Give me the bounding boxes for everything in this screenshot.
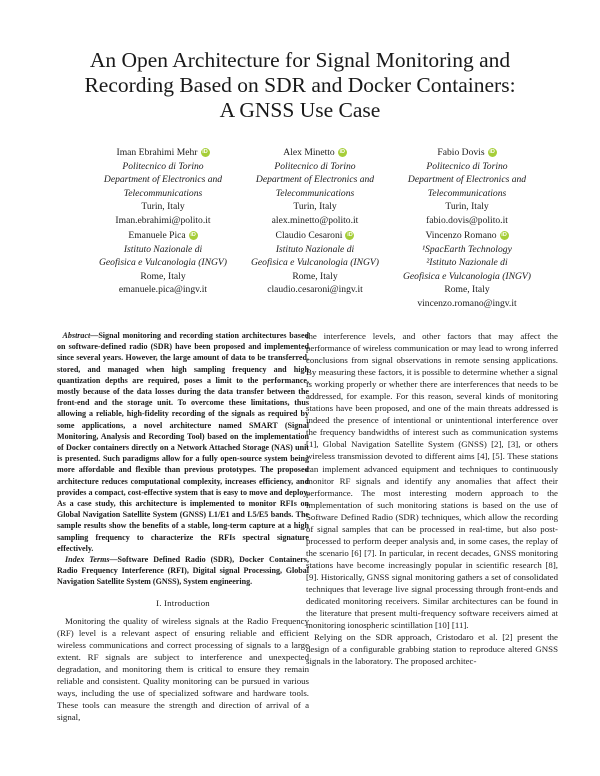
- title-line-2: Recording Based on SDR and Docker Containers:: [84, 73, 516, 97]
- author-name: Iman Ebrahimi Mehr: [116, 147, 198, 158]
- author-affiliation: Geofisica e Vulcanologia (INGV): [251, 257, 379, 269]
- orcid-icon[interactable]: iD: [347, 232, 353, 239]
- author-affiliation: Politecnico di Torino: [122, 160, 204, 172]
- author-email: vincenzo.romano@ingv.it: [417, 297, 517, 309]
- author-affiliation: Geofisica e Vulcanologia (INGV): [403, 270, 531, 282]
- author-name: Alex Minetto: [283, 147, 335, 158]
- orcid-icon[interactable]: iD: [202, 149, 208, 156]
- author-city: Turin, Italy: [141, 201, 185, 213]
- body-paragraph: Relying on the SDR approach, Cristodaro et al. [2] present the design of a configurable grabbing station to reproduce altered GNSS signals in the laboratory. The proposed architec-: [306, 632, 558, 667]
- author-name: Claudio Cesaroni: [275, 230, 343, 241]
- author-block-2: [230, 146, 400, 228]
- orcid-icon[interactable]: iD: [489, 149, 495, 156]
- body-paragraph: the interference levels, and other factors that may affect the performance of wireless communication or may lead to wrong inferred conclusions from signal observations in remote sensing applications. By measuring these factors, it is possible to determine whether a signal is working properly or whether there are interferences that needs to be addressed, for example. For this reason, several kinds of monitoring stations have been proposed, and one of the main threats addressed is indeed the presence of intentional or unintentional interference over the frequency bandwidths of interest such as communication systems [1], Global Navigation Satellite System (GNSS) [2], [3], or others wireless transmission devoted to different aims [4], [5]. These stations can implement advanced equipment and techniques to continuously monitor RF signals and identify any anomalies that affect their performance. The most interesting modern approach to the implementation of such monitoring stations is based on the use of Software Defined Radio (SDR) techniques, which allow the recording of signal samples that can be processed in real-time, but also post-processed to perform deeper analysis and, in some cases, the replay of the scenario [6] [7]. In particular, in recent decades, GNSS monitoring stations have become increasingly popular in scientific research [8], [9]. Historically, GNSS signal monitoring gathers a set of consolidated techniques that leverage live signal processing through front-ends and dedicated monitoring receivers. Similar architectures can be found in the literature that present multi-frequency software receivers aimed at monitoring ionospheric scintillation [10] [11].: [306, 331, 558, 631]
- abstract: [57, 330, 309, 554]
- author-email: alex.minetto@polito.it: [271, 214, 359, 226]
- author-affiliation: Telecommunications: [427, 187, 507, 199]
- right-column: [306, 330, 558, 667]
- author-email: claudio.cesaroni@ingv.it: [267, 284, 363, 296]
- author-city: Rome, Italy: [444, 284, 490, 296]
- author-affiliation: Politecnico di Torino: [426, 160, 508, 172]
- author-name: Vincenzo Romano: [425, 230, 497, 241]
- author-affiliation: Istituto Nazionale di: [123, 243, 203, 255]
- author-affiliation: Telecommunications: [123, 187, 203, 199]
- author-affiliation: ²Istituto Nazionale di: [426, 257, 508, 269]
- author-affiliation: Politecnico di Torino: [274, 160, 356, 172]
- author-city: Rome, Italy: [140, 270, 186, 282]
- author-email: fabio.dovis@polito.it: [426, 214, 508, 226]
- index-terms-lead: Index Terms: [65, 555, 110, 565]
- author-block-1: [78, 146, 248, 228]
- author-name: Fabio Dovis: [437, 147, 485, 158]
- author-block-6: [382, 229, 552, 311]
- orcid-icon[interactable]: iD: [339, 149, 345, 156]
- abstract-text: —Signal monitoring and recording station architectures based on software-defined radio (SDR) have been proposed and implemented since several years. However, the large amount of data to be transferred, stored, and managed when high sampling frequency and high quantization depths are required, poses a limit to the performance, mostly because of the data losses during the data transfer between the front-end and the storage unit. To overcome these limitations, thus allowing a reliable, high-fidelity recording of the signals as required by some applications, a novel architecture named SMART (Signal Monitoring, Analysis and Recording Tool) based on the implementation of Docker containers directly on a Network Attached Storage (NAS) unit is presented. Such paradigms allow for a fully open-source system being more affordable and flexible than previous prototypes. The proposed architecture reduces computational complexity, increases efficiency, and provides a compact, cost-effective system that is easy to move and deploy. As a case study, this architecture is implemented to monitor RFIs on Global Navigation Satellite System (GNSS) L1/E1 and L5/E5 bands. The sample results show the benefits of a stable, long-term capture at a high sampling frequency to characterize the RFIs spectral signature effectively.: [57, 331, 309, 553]
- author-block-5: [230, 229, 400, 297]
- title-line-1: An Open Architecture for Signal Monitoring and: [89, 48, 511, 72]
- abstract-lead: Abstract: [62, 331, 91, 340]
- author-email: emanuele.pica@ingv.it: [118, 284, 208, 296]
- section-heading: I. Introduction: [156, 597, 210, 608]
- author-block-3: [382, 146, 552, 228]
- orcid-icon[interactable]: iD: [501, 232, 507, 239]
- author-affiliation: ¹SpacEarth Technology: [422, 243, 512, 255]
- author-city: Turin, Italy: [293, 201, 337, 213]
- author-email: Iman.ebrahimi@polito.it: [115, 214, 211, 226]
- title-line-3: A GNSS Use Case: [219, 98, 381, 122]
- author-city: Rome, Italy: [292, 270, 338, 282]
- author-name: Emanuele Pica: [128, 230, 186, 241]
- left-column: [57, 330, 309, 723]
- author-affiliation: Department of Electronics and: [407, 174, 527, 186]
- paper-title: [40, 48, 560, 123]
- intro-paragraph: Monitoring the quality of wireless signals at the Radio Frequency (RF) level is a relevant aspect of ensuring reliable and efficient wireless communications and correct processing of signals to a large extent. RF signals are subject to interference and unexpected degradation, and monitoring them is critical to ensure they remain reliable and consistent. Quality monitoring can be pursued in various ways, including the use of specialized software and hardware tools. These tools can measure the strength and direction of arrival of a signal,: [57, 615, 309, 723]
- author-city: Turin, Italy: [445, 201, 489, 213]
- author-affiliation: Telecommunications: [275, 187, 355, 199]
- author-affiliation: Istituto Nazionale di: [275, 243, 355, 255]
- orcid-icon[interactable]: iD: [190, 232, 196, 239]
- index-terms-text: —Software Defined Radio (SDR), Docker Containers, Radio Frequency Interference (RFI), Digital signal Processing, Global Navigation Satellite System (GNSS), System engineering.: [57, 555, 309, 587]
- author-block-4: [78, 229, 248, 297]
- index-terms: [57, 554, 309, 588]
- author-affiliation: Geofisica e Vulcanologia (INGV): [99, 257, 227, 269]
- author-affiliation: Department of Electronics and: [255, 174, 375, 186]
- author-affiliation: Department of Electronics and: [103, 174, 223, 186]
